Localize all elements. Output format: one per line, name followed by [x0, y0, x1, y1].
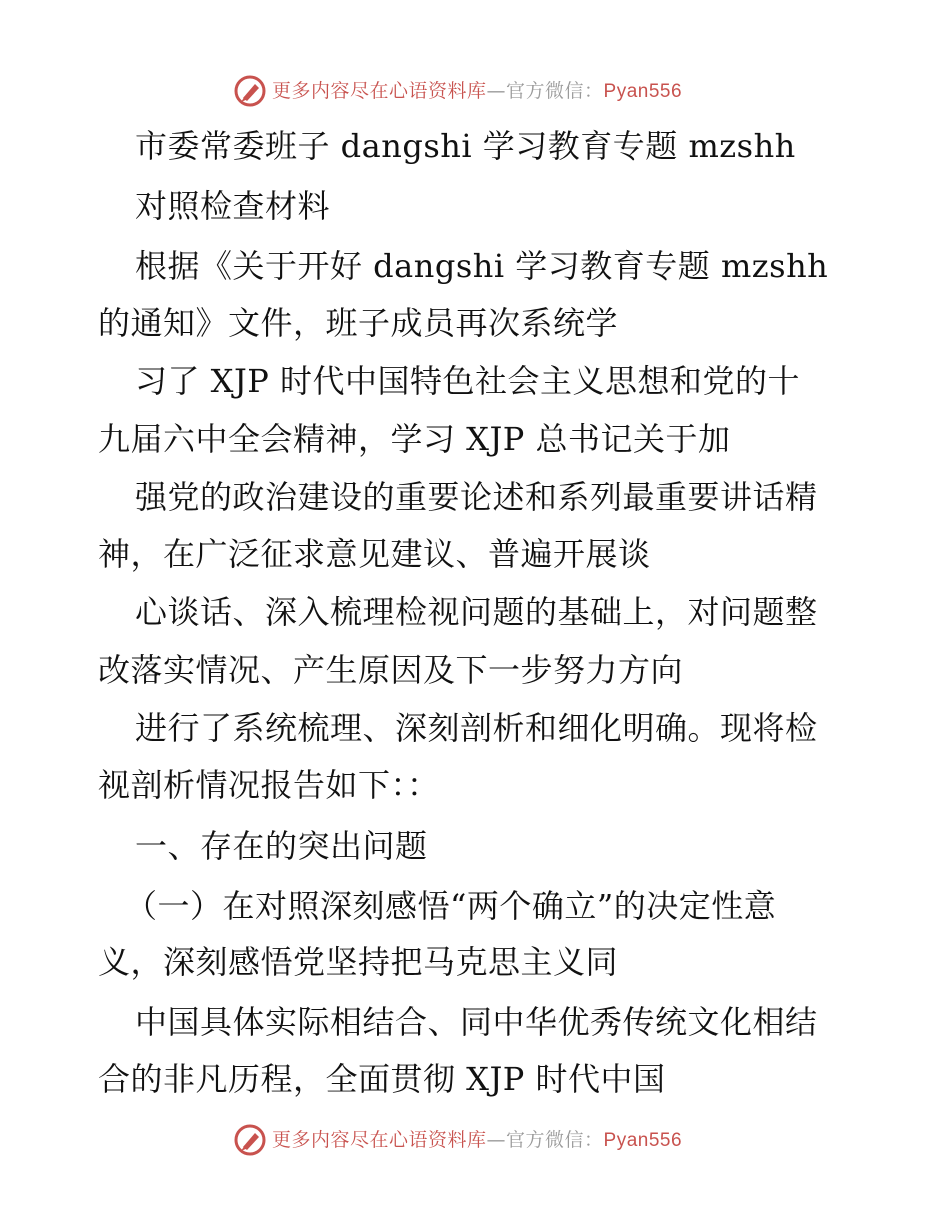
paragraph-line: 中国具体实际相结合、同中华优秀传统文化相结	[135, 1003, 818, 1041]
watermark-text	[272, 80, 682, 103]
paragraph-line: 义，深刻感悟党坚持把马克思主义同	[98, 943, 619, 981]
paragraph-line: 习了 XJP 时代中国特色社会主义思想和党的十	[135, 362, 800, 400]
paragraph-line: 九届六中全会精神，学习 XJP 总书记关于加	[98, 420, 731, 458]
paragraph-line: 心谈话、深入梳理检视问题的基础上，对问题整	[135, 593, 818, 631]
pen-logo-icon	[233, 1123, 267, 1157]
paragraph-line: 的通知》文件，班子成员再次系统学	[98, 304, 619, 342]
paragraph-line: 进行了系统梳理、深刻剖析和细化明确。现将检	[135, 709, 818, 747]
watermark-site: 更多内容尽在心语资料库	[272, 1129, 487, 1151]
watermark-wechat-id: Pyan556	[603, 81, 683, 102]
paragraph-line: 合的非凡历程，全面贯彻 XJP 时代中国	[98, 1060, 666, 1098]
footer-watermark	[0, 1121, 950, 1161]
watermark-dash: —官方微信：	[486, 80, 604, 102]
watermark-dash: —官方微信：	[486, 1129, 604, 1151]
paragraph-line: 改落实情况、产生原因及下一步努力方向	[98, 651, 684, 689]
watermark-site: 更多内容尽在心语资料库	[272, 80, 487, 102]
paragraph-line: 视剖析情况报告如下：：	[98, 766, 440, 804]
watermark-wechat-id: Pyan556	[603, 1130, 683, 1151]
section-heading: 一、存在的突出问题	[135, 827, 428, 865]
paragraph-line: 强党的政治建设的重要论述和系列最重要讲话精	[135, 478, 818, 516]
header-watermark	[0, 72, 950, 112]
title-line-2: 对照检查材料	[135, 187, 331, 225]
paragraph-line: 根据《关于开好 dangshi 学习教育专题 mzshh	[135, 247, 829, 285]
title-line-1: 市委常委班子 dangshi 学习教育专题 mzshh	[135, 127, 796, 165]
subsection-heading: （一）在对照深刻感悟“两个确立”的决定性意	[125, 887, 777, 925]
watermark-text	[272, 1129, 682, 1152]
paragraph-line: 神，在广泛征求意见建议、普遍开展谈	[98, 535, 651, 573]
pen-logo-icon	[233, 74, 267, 108]
